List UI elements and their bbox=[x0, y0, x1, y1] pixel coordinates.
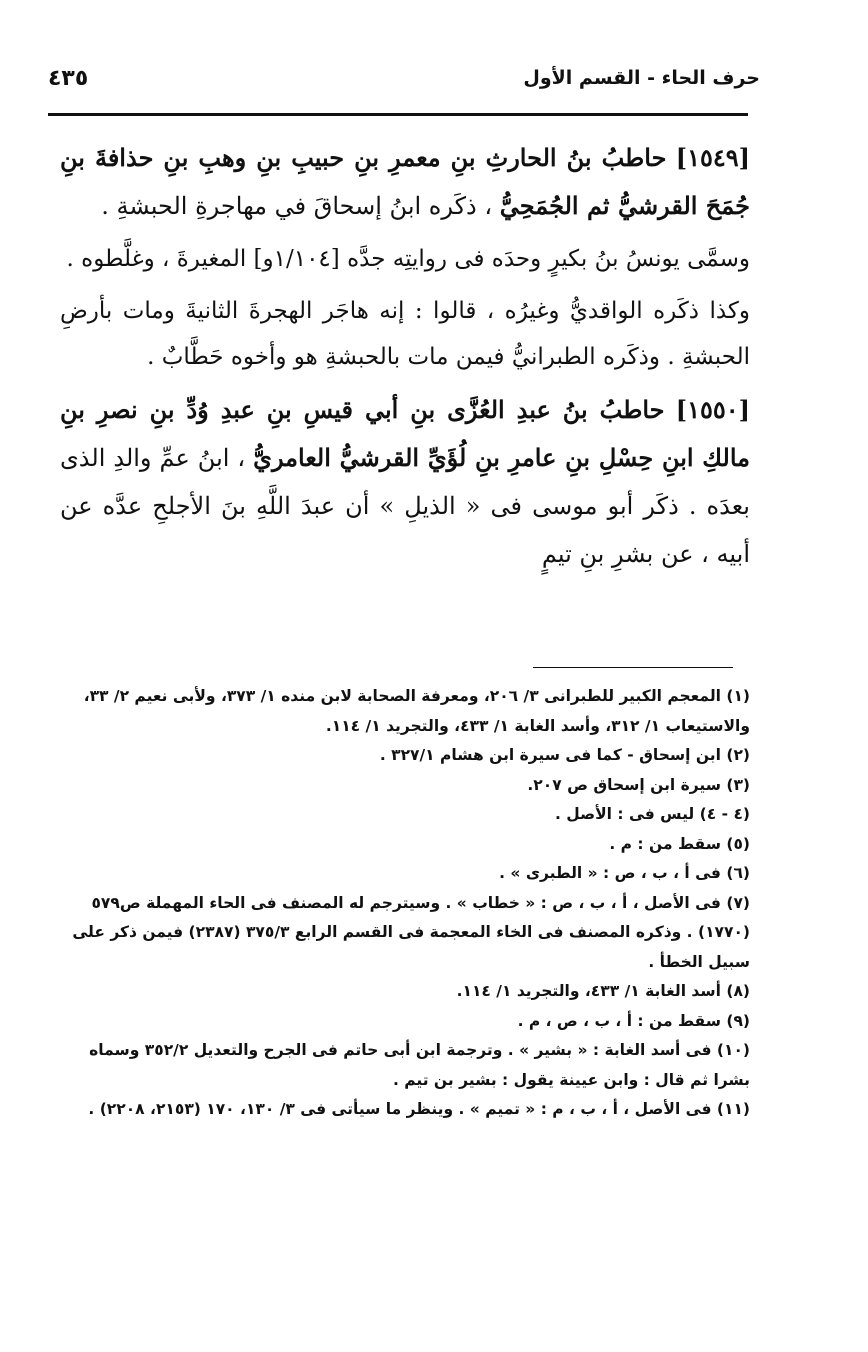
entry-number: [١٥٥٠] bbox=[675, 395, 750, 424]
entry-text: ، ذكَره ابنُ إسحاقَ في مهاجرةِ الحبشةِ . bbox=[101, 192, 493, 220]
entry-name: حاطبُ بنُ عبدِ العُزَّى بنِ أبي قيسِ بنِ عبدِ وُدِّ بنِ نصرِ بنِ مالكِ ابنِ حِسْلِ بنِ عامرِ بنِ لُؤَيِّ القرشيُّ العامريُّ bbox=[60, 395, 750, 472]
header-rule bbox=[48, 113, 748, 116]
footnote: (٢) ابن إسحاق - كما فى سيرة ابن هشام ٣٢٧/١ . bbox=[379, 746, 750, 764]
footnote: (٩) سقط من : أ ، ب ، ص ، م . bbox=[517, 1011, 750, 1030]
entry-number: [١٥٤٩] bbox=[675, 143, 750, 172]
entry-1549 bbox=[60, 134, 750, 230]
entry-text: ، ابنُ عمِّ والدِ الذى بعدَه . ذكَر أبو موسى فى « الذيلِ » أن عبدَ اللَّهِ بنَ الأجلحِ عدَّه عن أبيه ، عن بشرِ بنِ تيمٍ bbox=[60, 444, 750, 568]
footnote: (١٠) فى أسد الغابة : « بشير » . وترجمة ابن أبى حاتم فى الجرح والتعديل ٣٥٢/٢ وسماه بشرا ثم قال : وابن عيينة يقول : بشير بن تيم . bbox=[89, 1041, 750, 1089]
running-title: حرف الحاء - القسم الأول bbox=[523, 67, 760, 89]
entry-1550 bbox=[60, 386, 750, 578]
footnotes bbox=[60, 682, 750, 1125]
main-text bbox=[60, 134, 750, 584]
footnote: (١) المعجم الكبير للطبرانى ٣/ ٢٠٦، ومعرفة الصحابة لابن منده ١/ ٣٧٣، ولأبى نعيم ٢/ ٣٣، والاستيعاب ١/ ٣١٢، وأسد الغابة ١/ ٤٣٣، والتجريد ١/ ١١٤. bbox=[83, 687, 750, 735]
footnote: (٤ - ٤) ليس فى : الأصل . bbox=[555, 805, 750, 823]
paragraph: وكذا ذكَره الواقديُّ وغيرُه ، قالوا : إنه هاجَر الهجرةَ الثانيةَ ومات بأرضِ الحبشةِ . وذكَره الطبرانيُّ فيمن مات بالحبشةِ هو وأخوه حَطَّابٌ . bbox=[60, 298, 750, 370]
footnote: (٧) فى الأصل ، أ ، ب ، ص : « خطاب » . وسيترجم له المصنف فى الحاء المهملة ص٥٧٩ (١٧٧٠) . وذكره المصنف فى الخاء المعجمة فى القسم الرابع ٣٧٥/٣ (٢٣٨٧) فيمن ذكر على سبيل الخطأ . bbox=[72, 893, 750, 971]
footnote-separator bbox=[533, 667, 733, 668]
page-number: ٤٣٥ bbox=[48, 65, 89, 91]
paragraph: وسمَّى يونسُ بنُ بكيرٍ وحدَه فى روايتِه جدَّه [١/١٠٤و] المغيرةَ ، وغلَّطوه . bbox=[66, 246, 750, 272]
footnote: (٨) أسد الغابة ١/ ٤٣٣، والتجريد ١/ ١١٤. bbox=[456, 982, 750, 1000]
entry-name: حاطبُ بنُ الحارثِ بنِ معمرِ بنِ حبيبِ بنِ وهبِ بنِ حذافةَ بنِ جُمَحَ القرشيُّ ثم الجُمَحِيُّ bbox=[60, 143, 750, 220]
footnote: (١١) فى الأصل ، أ ، ب ، م : « تميم » . وينظر ما سيأتى فى ٣/ ١٣٠، ١٧٠ (٢١٥٣، ٢٢٠٨) . bbox=[88, 1100, 750, 1118]
footnote: (٥) سقط من : م . bbox=[609, 834, 750, 853]
footnote: (٦) فى أ ، ب ، ص : « الطبرى » . bbox=[499, 864, 750, 882]
page-header bbox=[48, 60, 760, 96]
footnote: (٣) سيرة ابن إسحاق ص ٢٠٧. bbox=[527, 775, 750, 794]
